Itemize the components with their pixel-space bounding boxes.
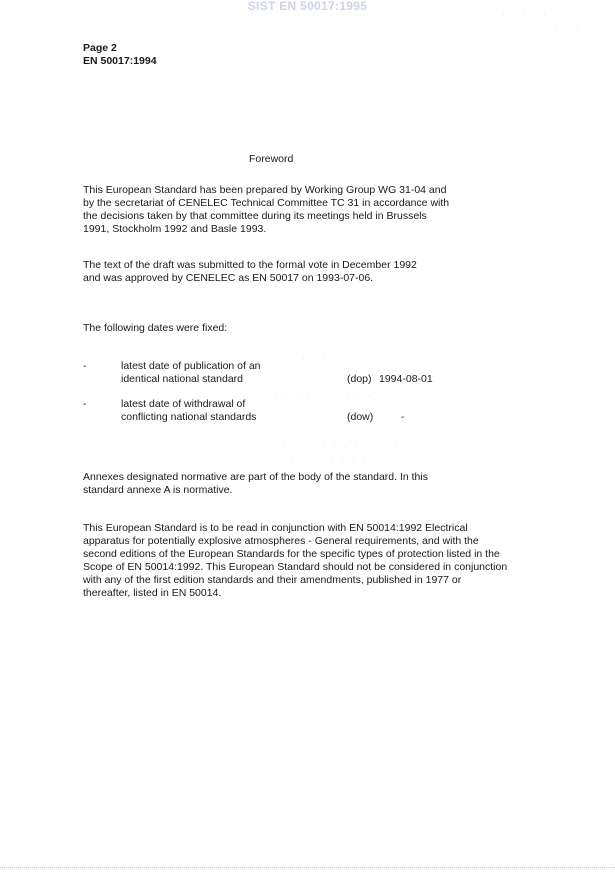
page-number: Page 2	[83, 42, 117, 54]
date-description-line: latest date of withdrawal of	[121, 398, 246, 410]
paragraph-conjunction	[83, 522, 543, 600]
paragraph-line: Scope of EN 50014:1992. This European Standard should not be considered in conjunction	[83, 561, 508, 573]
watermark-text: SIST EN 50017:1995	[247, 0, 368, 13]
date-description	[121, 360, 261, 386]
date-description-line: latest date of publication of an	[121, 360, 261, 372]
paragraph-line: The text of the draft was submitted to the formal vote in December 1992	[83, 259, 417, 271]
date-description-line: conflicting national standards	[121, 411, 257, 423]
scan-edge-line	[0, 867, 615, 868]
paragraph-line: apparatus for potentially explosive atmospheres - General requirements, and with the	[83, 535, 479, 547]
scan-noise: · · · · · · ·	[482, 11, 549, 18]
bullet-dash: -	[83, 398, 87, 410]
paragraph-vote	[83, 259, 543, 285]
paragraph-annexes	[83, 471, 543, 497]
dates-intro	[83, 322, 543, 335]
section-title: Foreword	[249, 153, 294, 165]
document-number: EN 50017:1994	[83, 55, 157, 67]
paragraph-line: The following dates were fixed:	[83, 322, 228, 334]
scan-noise: · · · ·	[545, 23, 582, 30]
paragraph-line: Annexes designated normative are part of the body of the standard. In this	[83, 471, 428, 483]
date-code: (dop)	[347, 373, 372, 385]
paragraph-line: with any of the first edition standards and their amendments, published in 1977 or	[83, 574, 462, 586]
scan-noise: · · · ·	[292, 355, 329, 362]
paragraph-preparation	[83, 184, 543, 236]
bullet-dash: -	[83, 360, 87, 372]
scan-noise: · · · · · · · · · · · ·	[255, 393, 374, 400]
paragraph-line: This European Standard has been prepared by Working Group WG 31-04 and	[83, 184, 447, 196]
date-description-line: identical national standard	[121, 373, 244, 385]
page-header	[83, 42, 157, 68]
paragraph-line: by the secretariat of CENELEC Technical Committee TC 31 in accordance with	[83, 197, 450, 209]
scan-noise: · · · · · · · · · · · · ·	[272, 443, 401, 450]
date-description	[121, 398, 256, 424]
paragraph-line: second editions of the European Standards for the specific types of protection listed in the	[83, 548, 500, 560]
date-value: 1994-08-01	[379, 373, 433, 385]
date-value: -	[401, 411, 405, 423]
paragraph-line: thereafter, listed in EN 50014.	[83, 587, 222, 599]
paragraph-line: and was approved by CENELEC as EN 50017 on 1993-07-06.	[83, 272, 374, 284]
scan-noise: · · · · · · · · · ·	[280, 455, 378, 462]
paragraph-line: 1991, Stockholm 1992 and Basle 1993.	[83, 223, 267, 235]
paragraph-line: the decisions taken by that committee during its meetings held in Brussels	[83, 210, 427, 222]
date-code: (dow)	[347, 411, 374, 423]
paragraph-line: This European Standard is to be read in conjunction with EN 50014:1992 Electrical	[83, 522, 468, 534]
paragraph-line: standard annexe A is normative.	[83, 484, 233, 496]
